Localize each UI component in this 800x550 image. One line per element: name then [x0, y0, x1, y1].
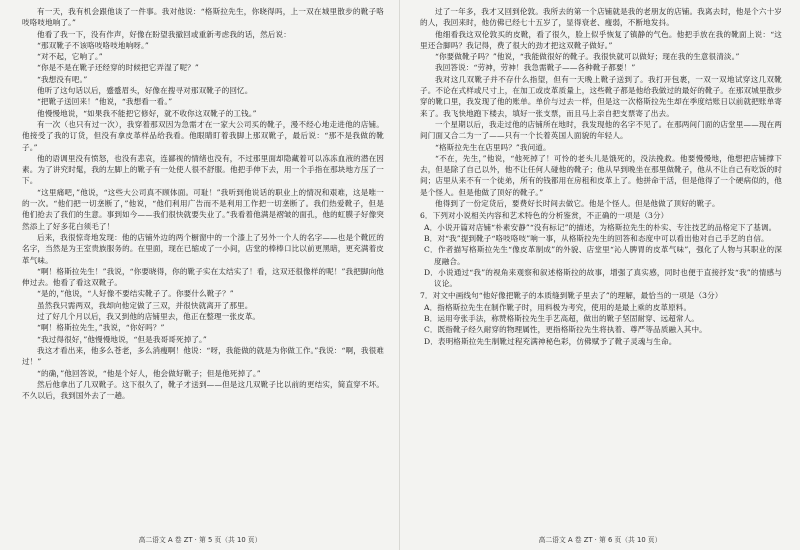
paragraph: “这里痛吧，”他说，“这些大公司真不顾体面。可耻！”我听到他说话的职业上的情况和艰难，这是唯一的一次。“他们把一切垄断了，”他说，“他们利用广告而不是利用工作把一切垄断了。我们热爱靴子，但是他们抢去了我们的生意。事到如今——我们很快就要失业了。”我看着他满是褶皱的面孔，他的虹膜子好像突然添上了好多花白须毛了！: [22, 187, 384, 231]
paragraph: “是的，”他说，“人好像不要结实靴子了。你要什么靴子？”: [37, 289, 234, 299]
paragraph: “我想没有吧。”: [37, 74, 88, 84]
paragraph: 我对这几双靴子并不存什么指望，但有一天晚上靴子送到了。我打开包裹，一双一双地试穿这几双靴子。不论在式样或尺寸上，在加工或皮革质量上，这些靴子都是他给我做过的最好的靴子。在那双城里散步穿的靴口里，我发现了他的账单。单价与过去一样，但是这一次格斯拉先生却在季度结账日以前就把账单寄来了。我飞快地跑下楼去，填好一张支票，而且马上亲自把支票寄了出去。: [420, 74, 782, 118]
paragraph: 我回答说：“劳神，劳神！我急需靴子——各种靴子都要！”: [435, 63, 636, 73]
option-a: A．小说开篇对店铺“朴素安静”“没有标记”的描述，为格斯拉先生的朴实、专注技艺的品格定下了基调。: [424, 222, 777, 232]
paragraph: 过了一年多，我才又回到伦敦。我所去的第一个店铺就是我的老朋友的店铺。我离去时，他是个六十岁的人，我回来时，他仿佛已经七十五岁了，显得衰老、瘦弱，不断地发抖。: [420, 7, 782, 28]
paragraph: 我这才看出来，他多么苍老，多么消瘦啊！他说：“呀，我能做的就是为你做工作。”我说：“啊，我很难过！”: [22, 345, 384, 367]
option-b: B．对“我”提到靴子“咯吱咯吱”响一事，从格斯拉先生的回答和态度中可以看出他对自己手艺的自信。: [424, 233, 769, 243]
paragraph: “把靴子送回来！”他说，“我想看一看。”: [37, 97, 173, 107]
paragraph: 他细看我这双伦敦买的皮靴，看了很久，脸上似乎恢复了镇静的气色。他把手放在我的靴面上说：“这里还合脚吗？我记得，费了很大的劲才把这双靴子做好。”: [420, 29, 782, 50]
paragraph: 他听了这句话以后，蹙蹙眉头，好像在搜寻对那双靴子的回忆。: [37, 86, 253, 96]
paragraph: 他看了我一下，没有作声，好像在盼望我撤回或重新考虑我的话，然后说：: [37, 29, 291, 39]
paragraph: 虽然我只需两双，我却向他定做了三双，并很快就离开了那里。: [37, 300, 253, 310]
page-footer-right: 高二语文 A 卷 ZT · 第 6 页（共 10 页）: [538, 536, 662, 544]
paragraph: “的确，”他回答说，“他是个好人，他会做好靴子；但是他死掉了。”: [37, 368, 261, 378]
paragraph: 他得到了一份定货后，要费好长时间去做它。他是个怪人。但是他做了顶好的靴子。: [435, 199, 720, 209]
paragraph: 过了好几个月以后，我又到他的店铺里去，他正在整理一张皮革。: [37, 312, 261, 322]
page-footer-left: 高二语文 A 卷 ZT · 第 5 页（共 10 页）: [138, 536, 262, 544]
option-c: C．既指靴子经久耐穿的物理属性，更指格斯拉先生将执着、尊严等品质融入其中。: [424, 325, 707, 335]
paragraph: “啊！格斯拉先生，”我说，“你好吗？”: [37, 323, 165, 333]
question-stem: 7．对文中画线句“他好像把靴子的本质缝到靴子里去了”的理解，最恰当的一项是（3分）: [420, 291, 723, 301]
left-text: [22, 6, 384, 401]
paragraph: “我过得很好，”他慢慢地说，“但是我哥哥死掉了。”: [37, 334, 207, 344]
paragraph: “你是不是在靴子还经穿的时候把它弄湿了呢？”: [37, 63, 199, 73]
question-stem: 6．下列对小说相关内容和艺术特色的分析鉴赏，不正确的一项是（3分）: [420, 211, 669, 221]
paragraph: 一个星期以后，我走过他的店铺所在地时，我发现他的名字不见了。在那两间门面的店堂里——现在两间门面又合二为一了——只有一个长着英国人面貌的年轻人。: [420, 119, 782, 141]
paragraph: “不在，先生，”他说，“他死掉了！可怜的老头儿是饿死的，没法挽救。他要慢慢地，他想把店铺撑下去，但是除了自己以外，他不让任何人碰他的靴子；他从早到晚坐在那里做靴子，他从不让自己有吃饭的时间；店里从来不有一个徒弟，所有的钱都用在房租和皮革上了。他拼命干活，但是他得了一个硬病似的，他是个怪人。但是他做了顶好的靴子。”: [420, 153, 782, 197]
paragraph: 他慢慢地说，“如果我不能把它修好，就不收你这双靴子的工钱。”: [37, 108, 257, 118]
paragraph: “对不起，它响了。”: [37, 52, 103, 62]
paragraph: “那双靴子不该咯吱咯吱地响呀。”: [37, 40, 149, 50]
right-text: [420, 6, 782, 209]
paragraph: 有一天，我有机会跟他谈了一件事。我对他说：“格斯拉先生，你晓得吗，上一双在城里散步的靴子咯吱咯吱地响了。”: [22, 7, 384, 28]
paragraph: 然后他拿出了几双靴子。这下很久了，靴子才送到——但是这几双靴子比以前的更结实，简直穿不坏。不久以后，我到国外去了一趟。: [22, 379, 384, 401]
question-7: [420, 290, 782, 346]
paragraph: 后来，我很惊奇地发现：他的店铺外边的两个橱窗中的一个漆上了另外一个人的名字——也是个靴匠的名字，当然是为王室贵族服务的。在里面，现在已缩成了一小间，店堂的棒棒口比以前更黑暗，更充满着皮革气味。: [22, 232, 384, 265]
paragraph: “你要做靴子吗？”他说，“我能做很好的靴子。我很快就可以做好；现在我的生意很清淡。”: [435, 52, 740, 62]
paragraph: 有一次（也只有过一次），我穿着那双因为急需才在一家大公司买的靴子，漫不经心地走进他的店铺。他接受了我的订货，但没有拿皮革样品给我看。他眼睛盯着我脚上那双靴子，最后说：“那不是我做的靴子。”: [22, 119, 384, 152]
option-a: A．指格斯拉先生在制作靴子时，用料极为考究，使用的是最上乘的皮革原料。: [424, 302, 692, 312]
option-b: B．运用夸张手法，称赞格斯拉先生手艺高超，做出的靴子坚固耐穿、远超常人。: [424, 314, 699, 324]
paragraph: 他的语调里没有愤怒，也没有悲哀，连鄙视的情绪也没有，不过那里面却隐藏着可以冻冻血液的潜在因素。为了讲究时髦，我的左脚上的靴子有一处使人很不舒服。他把手伸下去，用一个手指在那块地方压了一下。: [22, 153, 384, 186]
paragraph: “格斯拉先生在店里吗？”我问道。: [435, 142, 551, 152]
paragraph: “啊！格斯拉先生！”我说，“你要晓得，你的靴子实在太结实了！看，这双还很像样的呢！”我把脚向他伸过去。他看了看这双靴子。: [22, 266, 384, 288]
option-c: C．作者描写格斯拉先生“像皮革制成”的外貌、店堂里“沁人脾胃的皮革气味”，强化了人物与其职业的深度融合。: [424, 245, 782, 266]
page-right: [400, 0, 800, 550]
option-d: D．表明格斯拉先生制靴过程充满神秘色彩，仿佛赋予了靴子灵魂与生命。: [424, 336, 677, 346]
option-d: D．小说通过“我”的视角来观察和叙述格斯拉的故事，增强了真实感，同时也便于直接抒发“我”的情感与议论。: [424, 267, 782, 289]
question-6: [420, 210, 782, 289]
